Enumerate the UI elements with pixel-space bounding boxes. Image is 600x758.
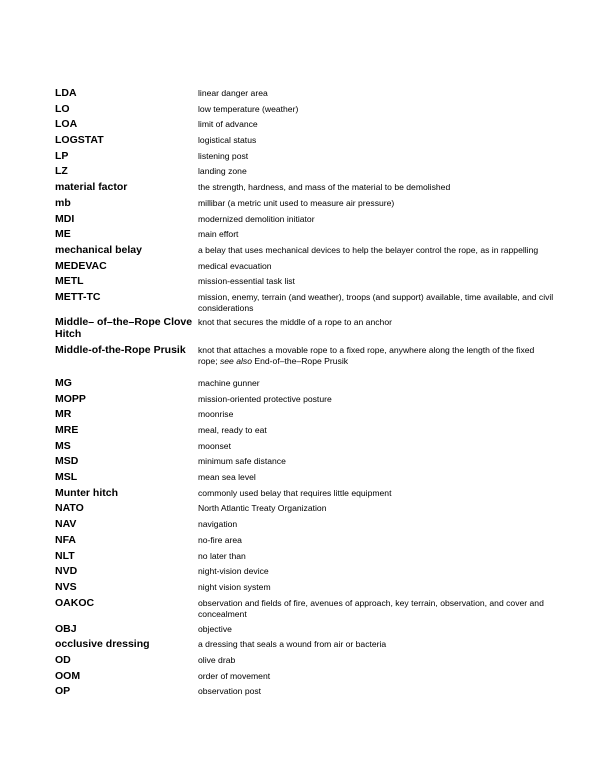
glossary-definition [198,517,555,530]
glossary-entry [55,549,555,565]
glossary-definition [198,501,555,514]
definition-text: mission, enemy, terrain (and weather), troops (and support) available, time available, and civil considerations [198,291,554,313]
glossary-definition [198,564,555,577]
definition-text: night-vision device [198,566,269,577]
definition-text: limit of advance [198,119,258,130]
glossary-definition [198,580,555,593]
glossary-term: occlusive dressing [55,638,150,651]
definition-text: mission-essential task list [198,276,295,287]
glossary-entry [55,343,555,376]
glossary-term: Middle-of-the-Rope Prusik [55,343,186,356]
glossary-definition [198,549,555,562]
glossary-term: ME [55,228,71,241]
glossary-definition [198,149,555,162]
glossary-term: material factor [55,181,128,194]
glossary-term: LDA [55,87,77,99]
glossary-entry [55,596,555,622]
glossary-definition [198,454,555,467]
definition-text: medical evacuation [198,260,272,271]
glossary-entry [55,117,555,133]
definition-text: listening post [198,150,249,161]
glossary-term: NVS [55,580,77,593]
glossary-definition [198,315,555,328]
glossary-term: OOM [55,669,81,682]
definition-text: knot that secures the middle of a rope to an anchor [198,317,392,328]
glossary-definition [198,392,555,405]
definition-text: commonly used belay that requires little equipment [198,487,392,498]
glossary-entry [55,196,555,212]
glossary-definition [198,212,555,225]
glossary-entry [55,290,555,316]
glossary-entry [55,470,555,486]
glossary-definition [198,653,555,666]
glossary-entry [55,622,555,638]
glossary-definition [198,376,555,389]
glossary-entry [55,486,555,502]
glossary-term: NAV [55,518,77,531]
definition-text: observation post [198,686,262,697]
glossary-term: MG [55,376,72,389]
glossary-definition [198,343,555,367]
glossary-term: MDI [55,212,75,225]
glossary-entry [55,501,555,517]
glossary-term: MEDEVAC [55,259,107,272]
glossary-term: NATO [55,502,84,515]
glossary-entry [55,315,555,343]
glossary-term: OAKOC [55,596,95,609]
glossary-entry [55,533,555,549]
glossary-entry [55,392,555,408]
glossary-entry [55,164,555,180]
glossary-entry [55,149,555,165]
definition-text: no-fire area [198,534,242,545]
glossary-definition [198,596,555,620]
glossary-term: MS [55,439,71,452]
glossary-term: MOPP [55,392,86,405]
glossary-entry [55,517,555,533]
glossary-definition [198,669,555,682]
definition-text: knot that attaches a movable rope to a fixed rope, anywhere along the length of the fixed rope; [198,344,535,366]
definition-text: modernized demolition initiator [198,213,315,224]
glossary-term: OBJ [55,622,77,635]
glossary-term: mechanical belay [55,243,142,256]
glossary-definition [198,227,555,240]
glossary-entry [55,259,555,275]
definition-text: a belay that uses mechanical devices to help the belayer control the rope, as in rappelling [198,244,539,255]
glossary-definition [198,117,555,130]
glossary-term: LOGSTAT [55,134,104,147]
definition-text: meal, ready to eat [198,425,267,435]
glossary-list [55,86,555,700]
glossary-term: MRE [55,424,79,436]
glossary-term: OP [55,685,71,698]
definition-text: machine gunner [198,377,260,388]
glossary-definition [198,259,555,272]
glossary-term: Munter hitch [55,486,118,499]
glossary-entry [55,684,555,700]
glossary-definition [198,637,555,650]
glossary-definition [198,274,555,287]
glossary-definition [198,470,555,483]
definition-text: no later than [198,550,246,561]
glossary-entry [55,180,555,196]
glossary-entry [55,376,555,392]
definition-text: moonrise [198,409,234,420]
see-also-target: End-of–the–Rope Prusik [254,355,349,366]
definition-text: a dressing that seals a wound from air or bacteria [198,639,387,650]
glossary-term: NLT [55,549,75,562]
glossary-entry [55,669,555,685]
glossary-definition [198,196,555,209]
definition-text: landing zone [198,166,247,177]
glossary-term: METT-TC [55,290,101,303]
glossary-term: METL [55,275,84,288]
glossary-entry [55,407,555,423]
glossary-term: mb [55,196,71,209]
glossary-term: MR [55,408,72,421]
glossary-definition [198,684,555,697]
definition-text: low temperature (weather) [198,103,299,114]
glossary-entry [55,86,555,102]
glossary-entry [55,274,555,290]
glossary-term: NVD [55,565,78,578]
glossary-term: Middle– of–the–Rope Clove Hitch [55,316,193,341]
glossary-entry [55,653,555,669]
glossary-definition [198,407,555,420]
definition-text: linear danger area [198,88,268,98]
glossary-entry [55,637,555,653]
glossary-entry [55,439,555,455]
definition-text: moonset [198,440,231,451]
glossary-term: MSD [55,455,79,468]
glossary-definition [198,243,555,256]
definition-text: order of movement [198,670,271,681]
glossary-definition [198,622,555,635]
glossary-entry [55,423,555,439]
definition-text: observation and fields of fire, avenues of approach, key terrain, observation, and cover and concealment [198,597,544,619]
definition-text: main effort [198,229,239,240]
definition-text: minimum safe distance [198,456,286,467]
definition-text: North Atlantic Treaty Organization [198,503,327,514]
definition-text: millibar (a metric unit used to measure air pressure) [198,197,395,208]
glossary-entry [55,212,555,228]
glossary-definition [198,423,555,436]
glossary-definition [198,86,555,99]
glossary-definition [198,439,555,452]
definition-text: navigation [198,519,238,530]
glossary-term: OD [55,653,71,666]
glossary-definition [198,102,555,115]
glossary-term: LOA [55,118,78,131]
glossary-term: LP [55,149,69,162]
glossary-entry [55,133,555,149]
definition-text: mission-oriented protective posture [198,393,332,404]
glossary-term: LO [55,102,70,115]
glossary-entry [55,580,555,596]
definition-text: night vision system [198,581,271,592]
glossary-term: LZ [55,165,68,178]
definition-text: mean sea level [198,472,256,483]
definition-text: logistical status [198,135,257,146]
glossary-definition [198,533,555,546]
glossary-term: NFA [55,533,76,546]
glossary-definition [198,133,555,146]
glossary-definition [198,290,555,314]
glossary-definition [198,486,555,499]
glossary-entry [55,243,555,259]
definition-text: the strength, hardness, and mass of the material to be demolished [198,182,451,193]
glossary-definition [198,180,555,193]
glossary-definition [198,164,555,177]
glossary-entry [55,564,555,580]
definition-text: olive drab [198,654,236,665]
glossary-entry [55,102,555,118]
definition-text: objective [198,623,232,634]
glossary-entry [55,454,555,470]
see-also-label: see also [219,355,252,366]
glossary-term: MSL [55,471,78,484]
glossary-entry [55,227,555,243]
